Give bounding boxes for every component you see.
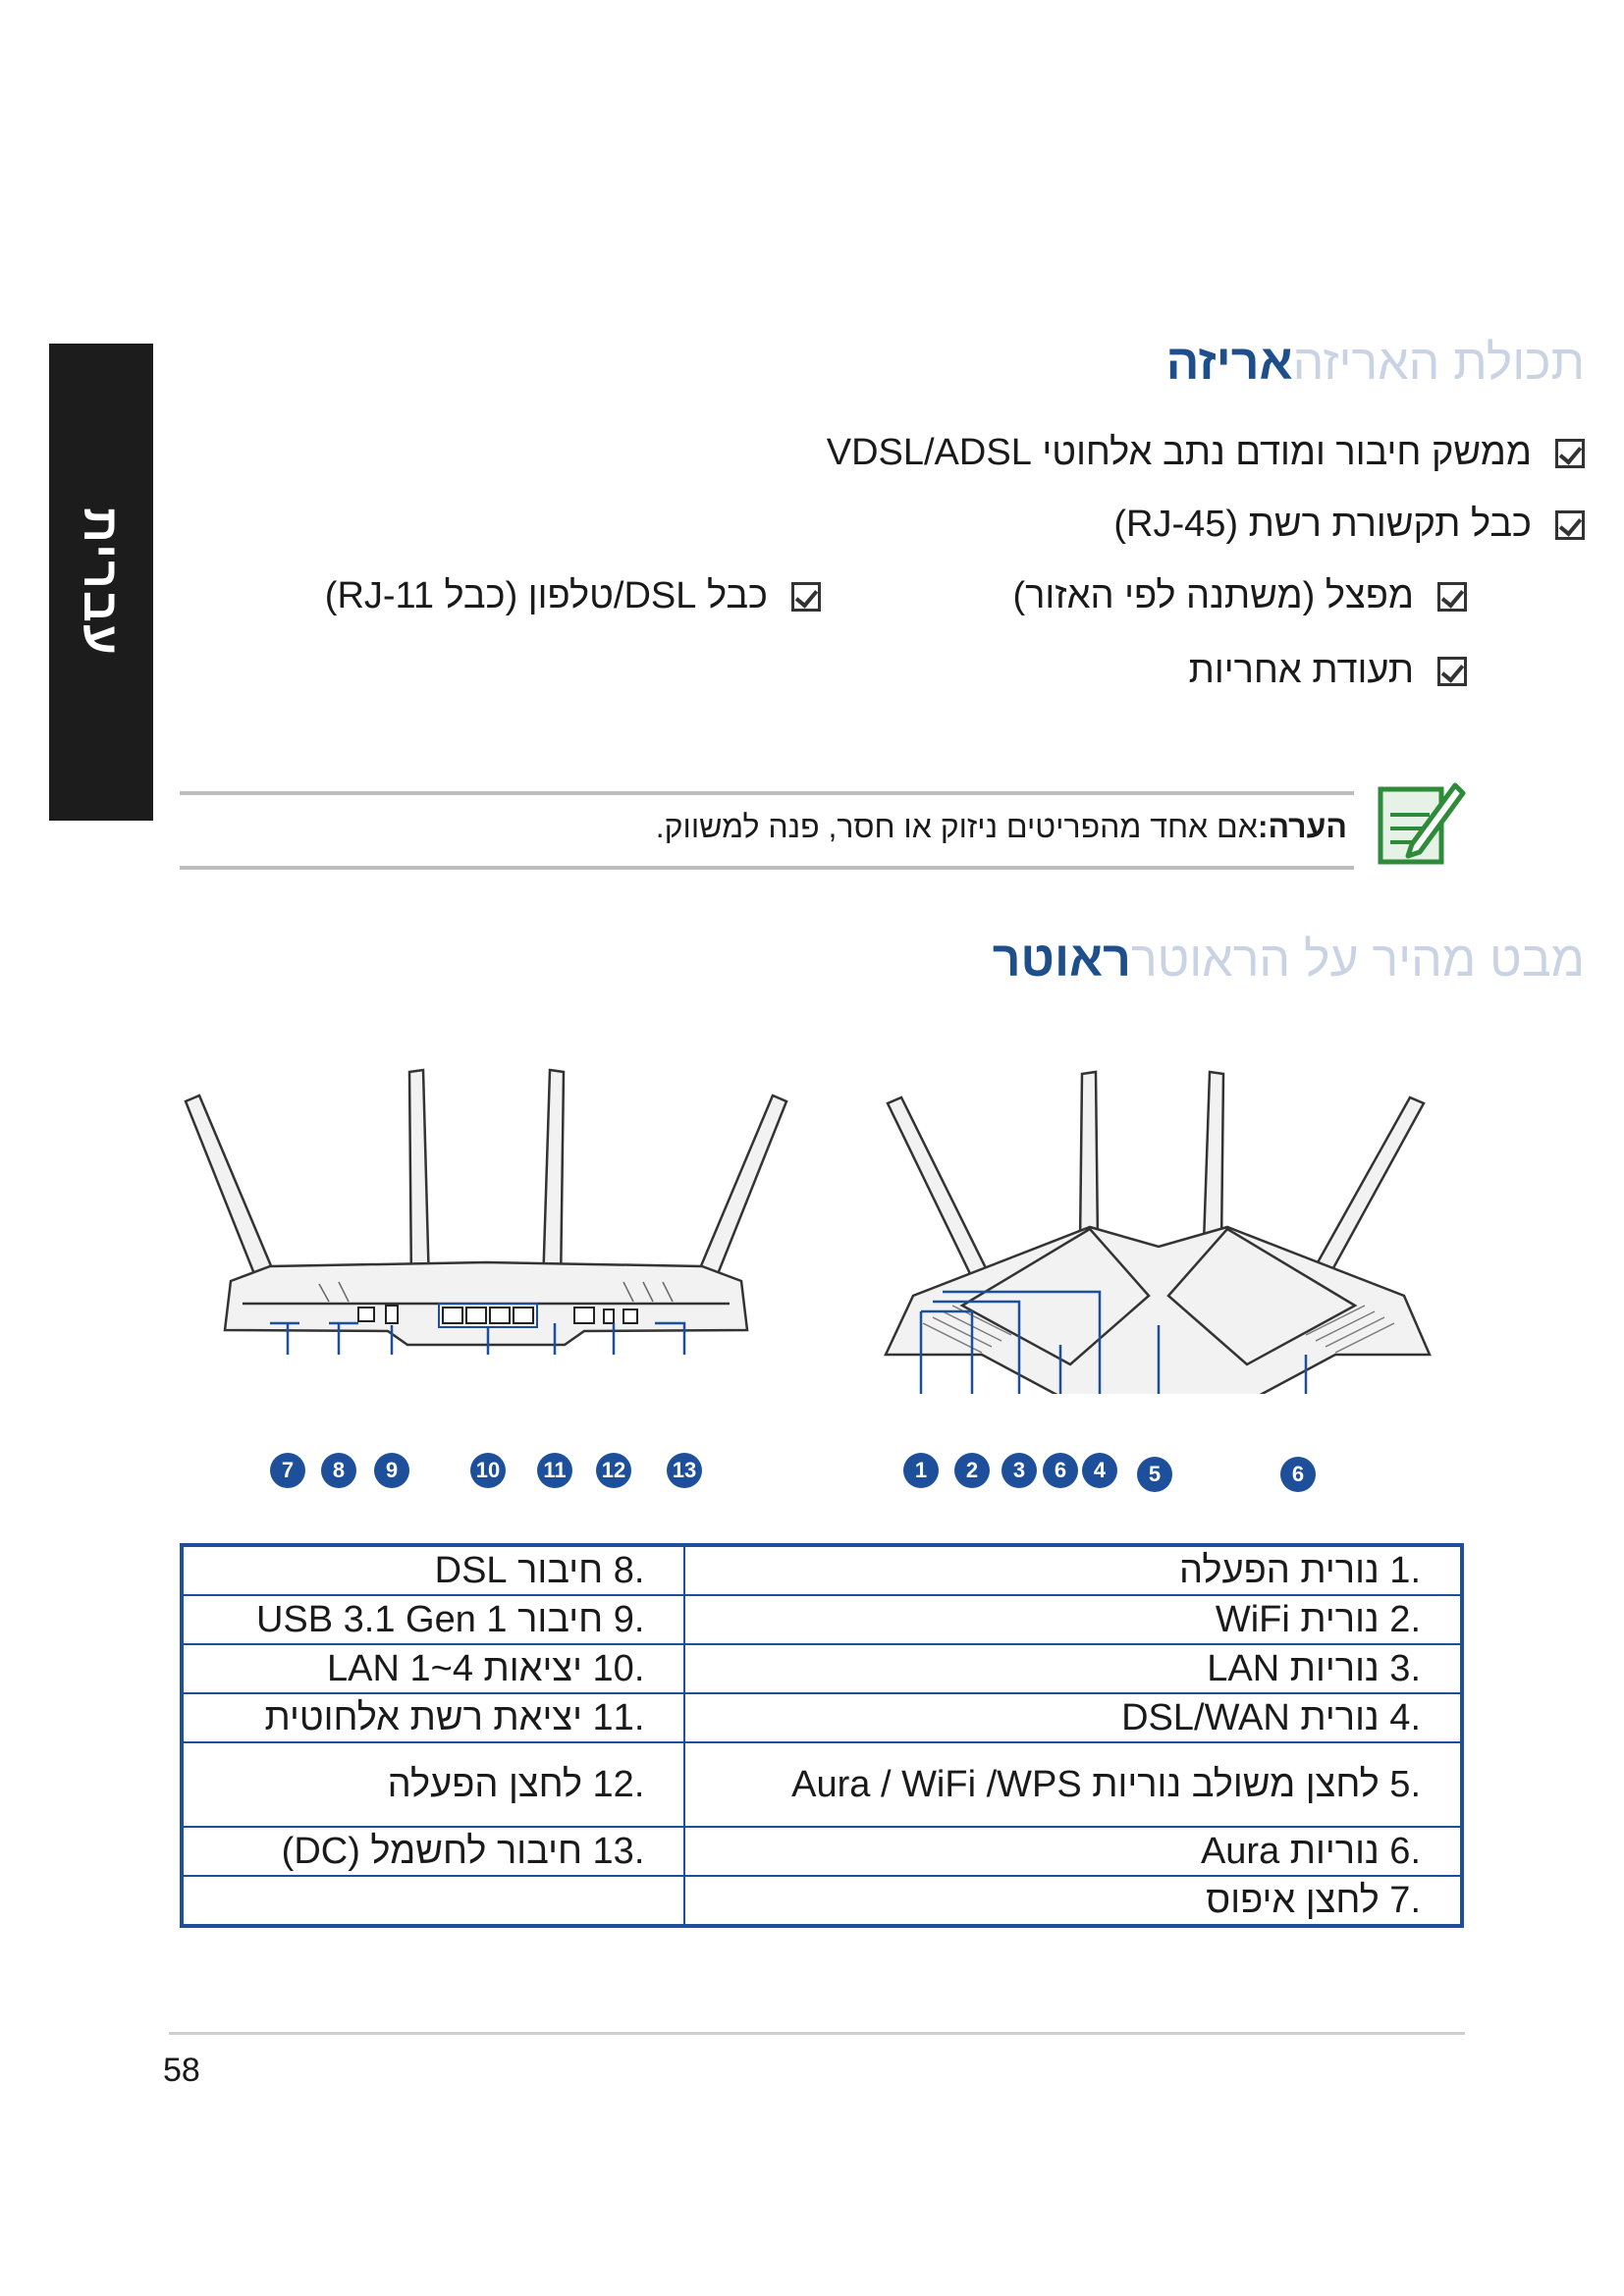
table-row: [182, 1545, 1462, 1595]
package-item: [1012, 575, 1467, 617]
package-item-label: כבל תקשורת רשת (RJ-45): [1113, 504, 1532, 545]
lan-port: [443, 1308, 462, 1323]
package-contents-title: [1166, 334, 1585, 391]
page-number: 58: [163, 2052, 200, 2089]
package-contents-title-ghost: תכולת האריזה: [1292, 335, 1585, 390]
note-top-rule: [180, 791, 1354, 795]
antenna: [1080, 1072, 1098, 1245]
table-cell: .9 חיבור USB 3.1 Gen 1: [182, 1595, 684, 1644]
table-cell: .7 לחצן איפוס: [684, 1876, 1462, 1926]
package-item-label: מפצל (משתנה לפי האזור): [1012, 575, 1414, 616]
package-item-label: ממשק חיבור ומודם נתב אלחוטי VDSL/ADSL: [826, 432, 1532, 473]
table-row: [182, 1595, 1462, 1644]
router-title-ghost: מבט מהיר על הראוטר: [1130, 932, 1585, 987]
language-tab-label: עברית: [74, 507, 130, 657]
table-cell: .4 נורית DSL/WAN: [684, 1693, 1462, 1742]
table-cell: .10 יציאות LAN 1~4: [182, 1644, 684, 1693]
table-cell: .5 לחצן משולב נוריות Aura / WiFi /WPS: [684, 1742, 1462, 1827]
callout-badge: 4: [1082, 1453, 1117, 1488]
note-bottom-rule: [180, 866, 1354, 870]
table-cell: .6 נוריות Aura: [684, 1827, 1462, 1876]
table-cell: [182, 1876, 684, 1926]
lan-port: [490, 1308, 510, 1323]
callout-badge: 13: [667, 1453, 702, 1488]
table-cell: .1 נורית הפעלה: [684, 1545, 1462, 1595]
table-cell: .12 לחצן הפעלה: [182, 1742, 684, 1827]
antenna: [1308, 1097, 1424, 1286]
table-row: [182, 1644, 1462, 1693]
note-pencil-icon: [1373, 775, 1467, 870]
package-contents-title-main: אריזה: [1165, 335, 1293, 390]
callout-badge: 6: [1280, 1457, 1316, 1492]
table-row: [182, 1827, 1462, 1876]
antenna: [543, 1070, 564, 1288]
package-item: [325, 575, 821, 617]
note-label: הערה:: [1257, 809, 1347, 844]
language-side-tab: [49, 344, 153, 821]
usb-port: [386, 1306, 398, 1323]
router-section-title: [993, 931, 1585, 988]
table-cell: .8 חיבור DSL: [182, 1545, 684, 1595]
router-parts-table: [180, 1543, 1464, 1928]
callout-badge: 7: [270, 1453, 305, 1488]
package-item: [827, 432, 1585, 474]
wan-port: [574, 1308, 594, 1323]
table-row: [182, 1693, 1462, 1742]
callout-badge: 8: [321, 1453, 356, 1488]
package-item: [1189, 650, 1467, 692]
callout-badge: 2: [954, 1453, 990, 1488]
table-cell: .13 חיבור לחשמל (DC): [182, 1827, 684, 1876]
router-front-illustration: [874, 1060, 1443, 1394]
table-cell: .3 נוריות LAN: [684, 1644, 1462, 1693]
callout-badge: 11: [537, 1453, 572, 1488]
callout-badge: 10: [470, 1453, 506, 1488]
callout-badge: 1: [903, 1453, 939, 1488]
package-item-label: כבל DSL/טלפון (כבל RJ-11): [324, 575, 768, 616]
antenna: [409, 1070, 429, 1288]
table-cell: .11 יציאת רשת אלחוטית: [182, 1693, 684, 1742]
router-title-main: ראוטר: [992, 932, 1131, 987]
package-item: [1113, 504, 1585, 546]
callout-badge: 12: [596, 1453, 631, 1488]
note-text: [656, 809, 1347, 845]
dsl-port: [358, 1308, 374, 1321]
checkbox-checked-icon: [1437, 582, 1467, 612]
antenna: [888, 1097, 992, 1286]
callout-badge: 9: [374, 1453, 409, 1488]
checkbox-checked-icon: [1437, 657, 1467, 686]
footer-rule: [169, 2032, 1465, 2035]
checkbox-checked-icon: [791, 582, 821, 612]
callout-badge: 3: [1001, 1453, 1037, 1488]
checkbox-checked-icon: [1555, 439, 1585, 468]
lan-port: [514, 1308, 533, 1323]
checkbox-checked-icon: [1555, 510, 1585, 540]
table-row: [182, 1742, 1462, 1827]
router-back-illustration: [172, 1060, 800, 1394]
power-button: [604, 1309, 614, 1323]
package-item-label: תעודת אחריות: [1188, 650, 1414, 691]
callout-badge: 6: [1043, 1453, 1078, 1488]
antenna: [1204, 1072, 1223, 1245]
dc-in: [623, 1309, 637, 1323]
lan-port: [466, 1308, 486, 1323]
note-body: אם אחד מהפריטים ניזוק או חסר, פנה למשווק.: [655, 809, 1258, 844]
callout-badge: 5: [1137, 1457, 1172, 1492]
table-row: [182, 1876, 1462, 1926]
table-cell: .2 נורית WiFi: [684, 1595, 1462, 1644]
